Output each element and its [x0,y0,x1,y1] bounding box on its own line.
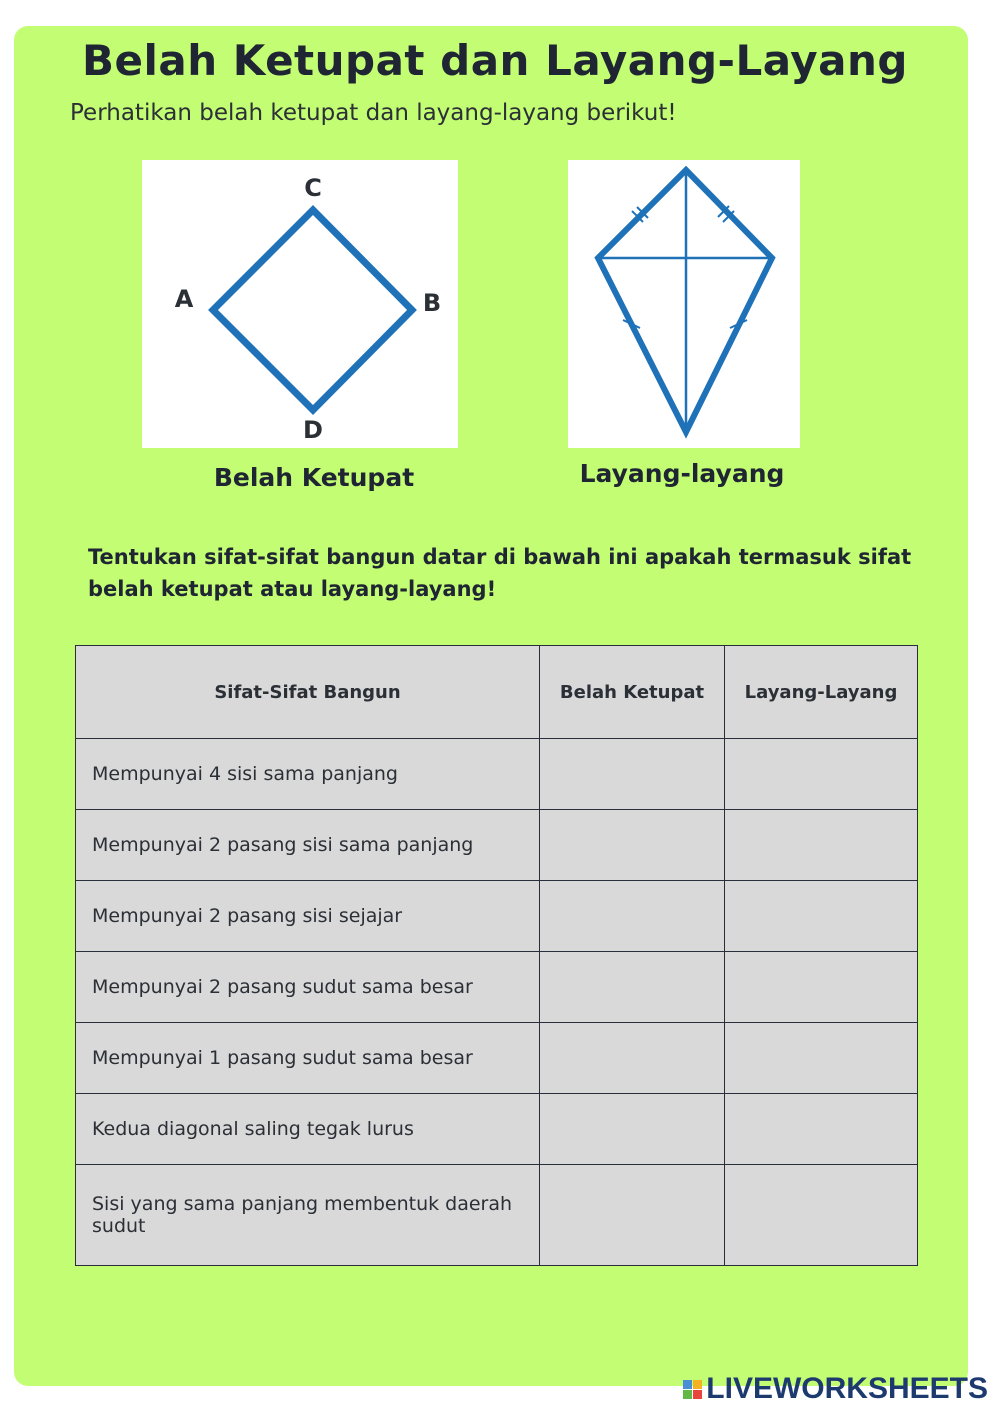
kite-answer-cell[interactable] [725,810,918,881]
kite-answer-cell[interactable] [725,739,918,810]
rhombus-shape [213,210,412,410]
header-kite: Layang-Layang [725,646,918,739]
instruction-text: Tentukan sifat-sifat bangun datar di bawah ini apakah termasuk sifat belah ketupat atau layang-layang! [88,545,912,601]
header-rhombus: Belah Ketupat [540,646,725,739]
kite-answer-cell[interactable] [725,952,918,1023]
table-row [76,1023,918,1094]
header-properties: Sifat-Sifat Bangun [76,646,540,739]
rhombus-diagram [142,160,458,448]
page-title: Belah Ketupat dan Layang-Layang [82,36,908,85]
logo-icon [683,1380,702,1399]
table-row [76,810,918,881]
rhombus-answer-cell[interactable] [540,739,725,810]
rhombus-answer-cell[interactable] [540,881,725,952]
table-row [76,1094,918,1165]
property-text: Mempunyai 2 pasang sisi sejajar [76,881,540,952]
kite-answer-cell[interactable] [725,1023,918,1094]
rhombus-answer-cell[interactable] [540,1165,725,1266]
property-text: Sisi yang sama panjang membentuk daerah sudut [76,1165,540,1266]
vertex-label-top: C [304,174,322,202]
liveworksheets-logo [683,1372,988,1406]
kite-answer-cell[interactable] [725,1165,918,1266]
rhombus-answer-cell[interactable] [540,952,725,1023]
kite-figure [568,160,800,448]
property-text: Kedua diagonal saling tegak lurus [76,1094,540,1165]
rhombus-answer-cell[interactable] [540,810,725,881]
rhombus-label: Belah Ketupat [213,463,415,492]
kite-answer-cell[interactable] [725,881,918,952]
subtitle: Perhatikan belah ketupat dan layang-layang berikut! [70,100,677,126]
table-row [76,1165,918,1266]
property-text: Mempunyai 1 pasang sudut sama besar [76,1023,540,1094]
table-header-row [76,646,918,739]
rhombus-answer-cell[interactable] [540,1094,725,1165]
properties-table [75,645,918,1266]
rhombus-figure [142,160,458,448]
table-row [76,952,918,1023]
vertex-label-right: B [422,289,442,317]
kite-answer-cell[interactable] [725,1094,918,1165]
property-text: Mempunyai 2 pasang sudut sama besar [76,952,540,1023]
rhombus-answer-cell[interactable] [540,1023,725,1094]
property-text: Mempunyai 4 sisi sama panjang [76,739,540,810]
vertex-label-left: A [174,285,194,313]
table-row [76,881,918,952]
kite-diagram [568,160,800,448]
vertex-label-bottom: D [303,416,323,444]
property-text: Mempunyai 2 pasang sisi sama panjang [76,810,540,881]
logo-text: LIVEWORKSHEETS [706,1372,988,1405]
kite-label: Layang-layang [579,459,785,488]
table-row [76,739,918,810]
